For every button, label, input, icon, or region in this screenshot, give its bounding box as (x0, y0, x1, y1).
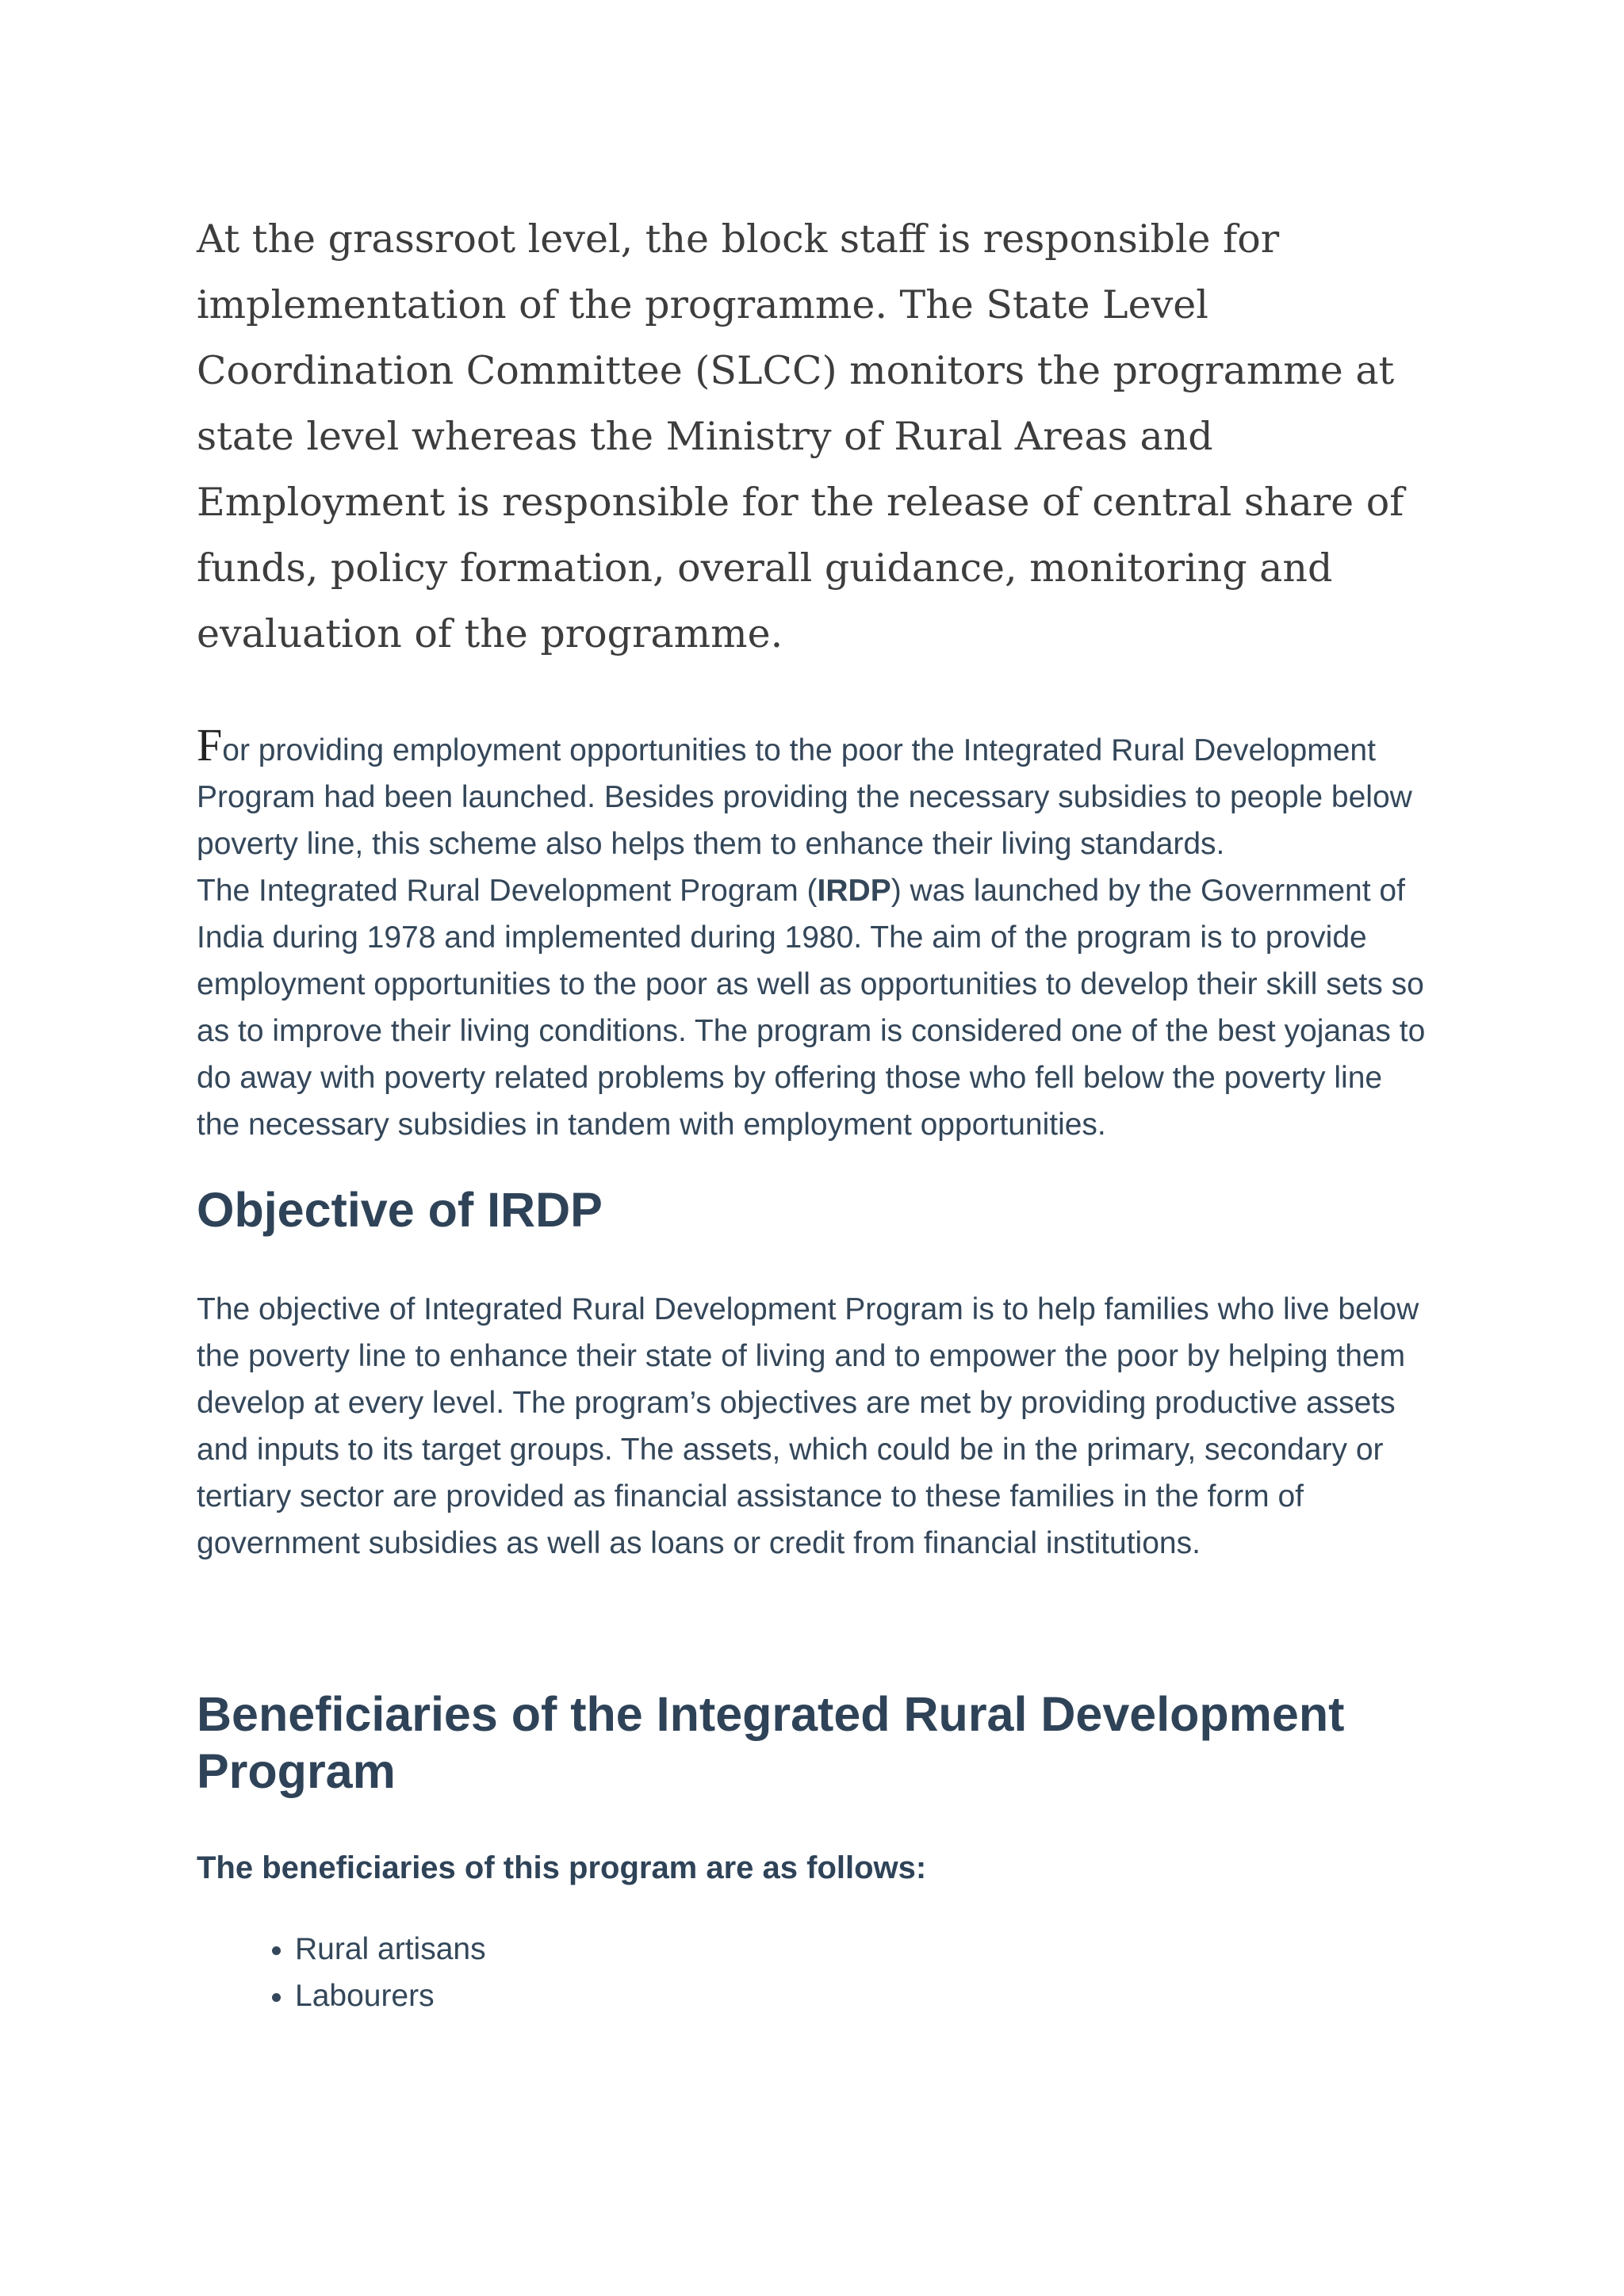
paragraph-irdp-intro-text: or providing employment opportunities to the poor the Integrated Rural Development Program had been launched. Besides providing the necessary subsidies to people below poverty line, this scheme also helps them to enhance their living standards. (197, 733, 1412, 861)
irdp-launch-after: ) was launched by the Government of India during 1978 and implemented during 1980. The aim of the program is to provide employment opportunities to the poor as well as opportunities to develop their skill sets so as to improve their living conditions. The program is considered one of the best yojanas to do away with poverty related problems by offering those who fell below the poverty line the necessary subsidies in tandem with employment opportunities. (197, 874, 1426, 1142)
list-item: • Labourers (295, 1973, 1434, 2019)
drop-cap: F (197, 719, 223, 771)
heading-objective: Objective of IRDP (197, 1183, 603, 1237)
paragraph-irdp-intro (197, 719, 1434, 867)
beneficiaries-intro: The beneficiaries of this program are as follows: (197, 1850, 927, 1885)
irdp-abbreviation: IRDP (817, 874, 891, 908)
beneficiaries-list (197, 1926, 1434, 2019)
document-page (197, 206, 1434, 2019)
paragraph-irdp-launch (197, 867, 1434, 1148)
paragraph-objective: The objective of Integrated Rural Development Program is to help families who live below the poverty line to enhance their state of living and to empower the poor by helping them develop at every level. The program’s objectives are met by providing productive assets and inputs to its target groups. The assets, which could be in the primary, secondary or tertiary sector are provided as financial assistance to these families in the form of government subsidies as well as loans or credit from financial institutions. (197, 1292, 1419, 1560)
paragraph-implementation: At the grassroot level, the block staff is responsible for implementation of the programme. The State Level Coordination Committee (SLCC) monitors the programme at state level whereas the Ministry of Rural Areas and Employment is responsible for the release of central share of funds, policy formation, overall guidance, monitoring and evaluation of the programme. (197, 216, 1404, 656)
heading-beneficiaries: Beneficiaries of the Integrated Rural Development Program (197, 1687, 1345, 1798)
irdp-launch-before: The Integrated Rural Development Program ( (197, 874, 818, 908)
list-item: • Rural artisans (295, 1926, 1434, 1973)
